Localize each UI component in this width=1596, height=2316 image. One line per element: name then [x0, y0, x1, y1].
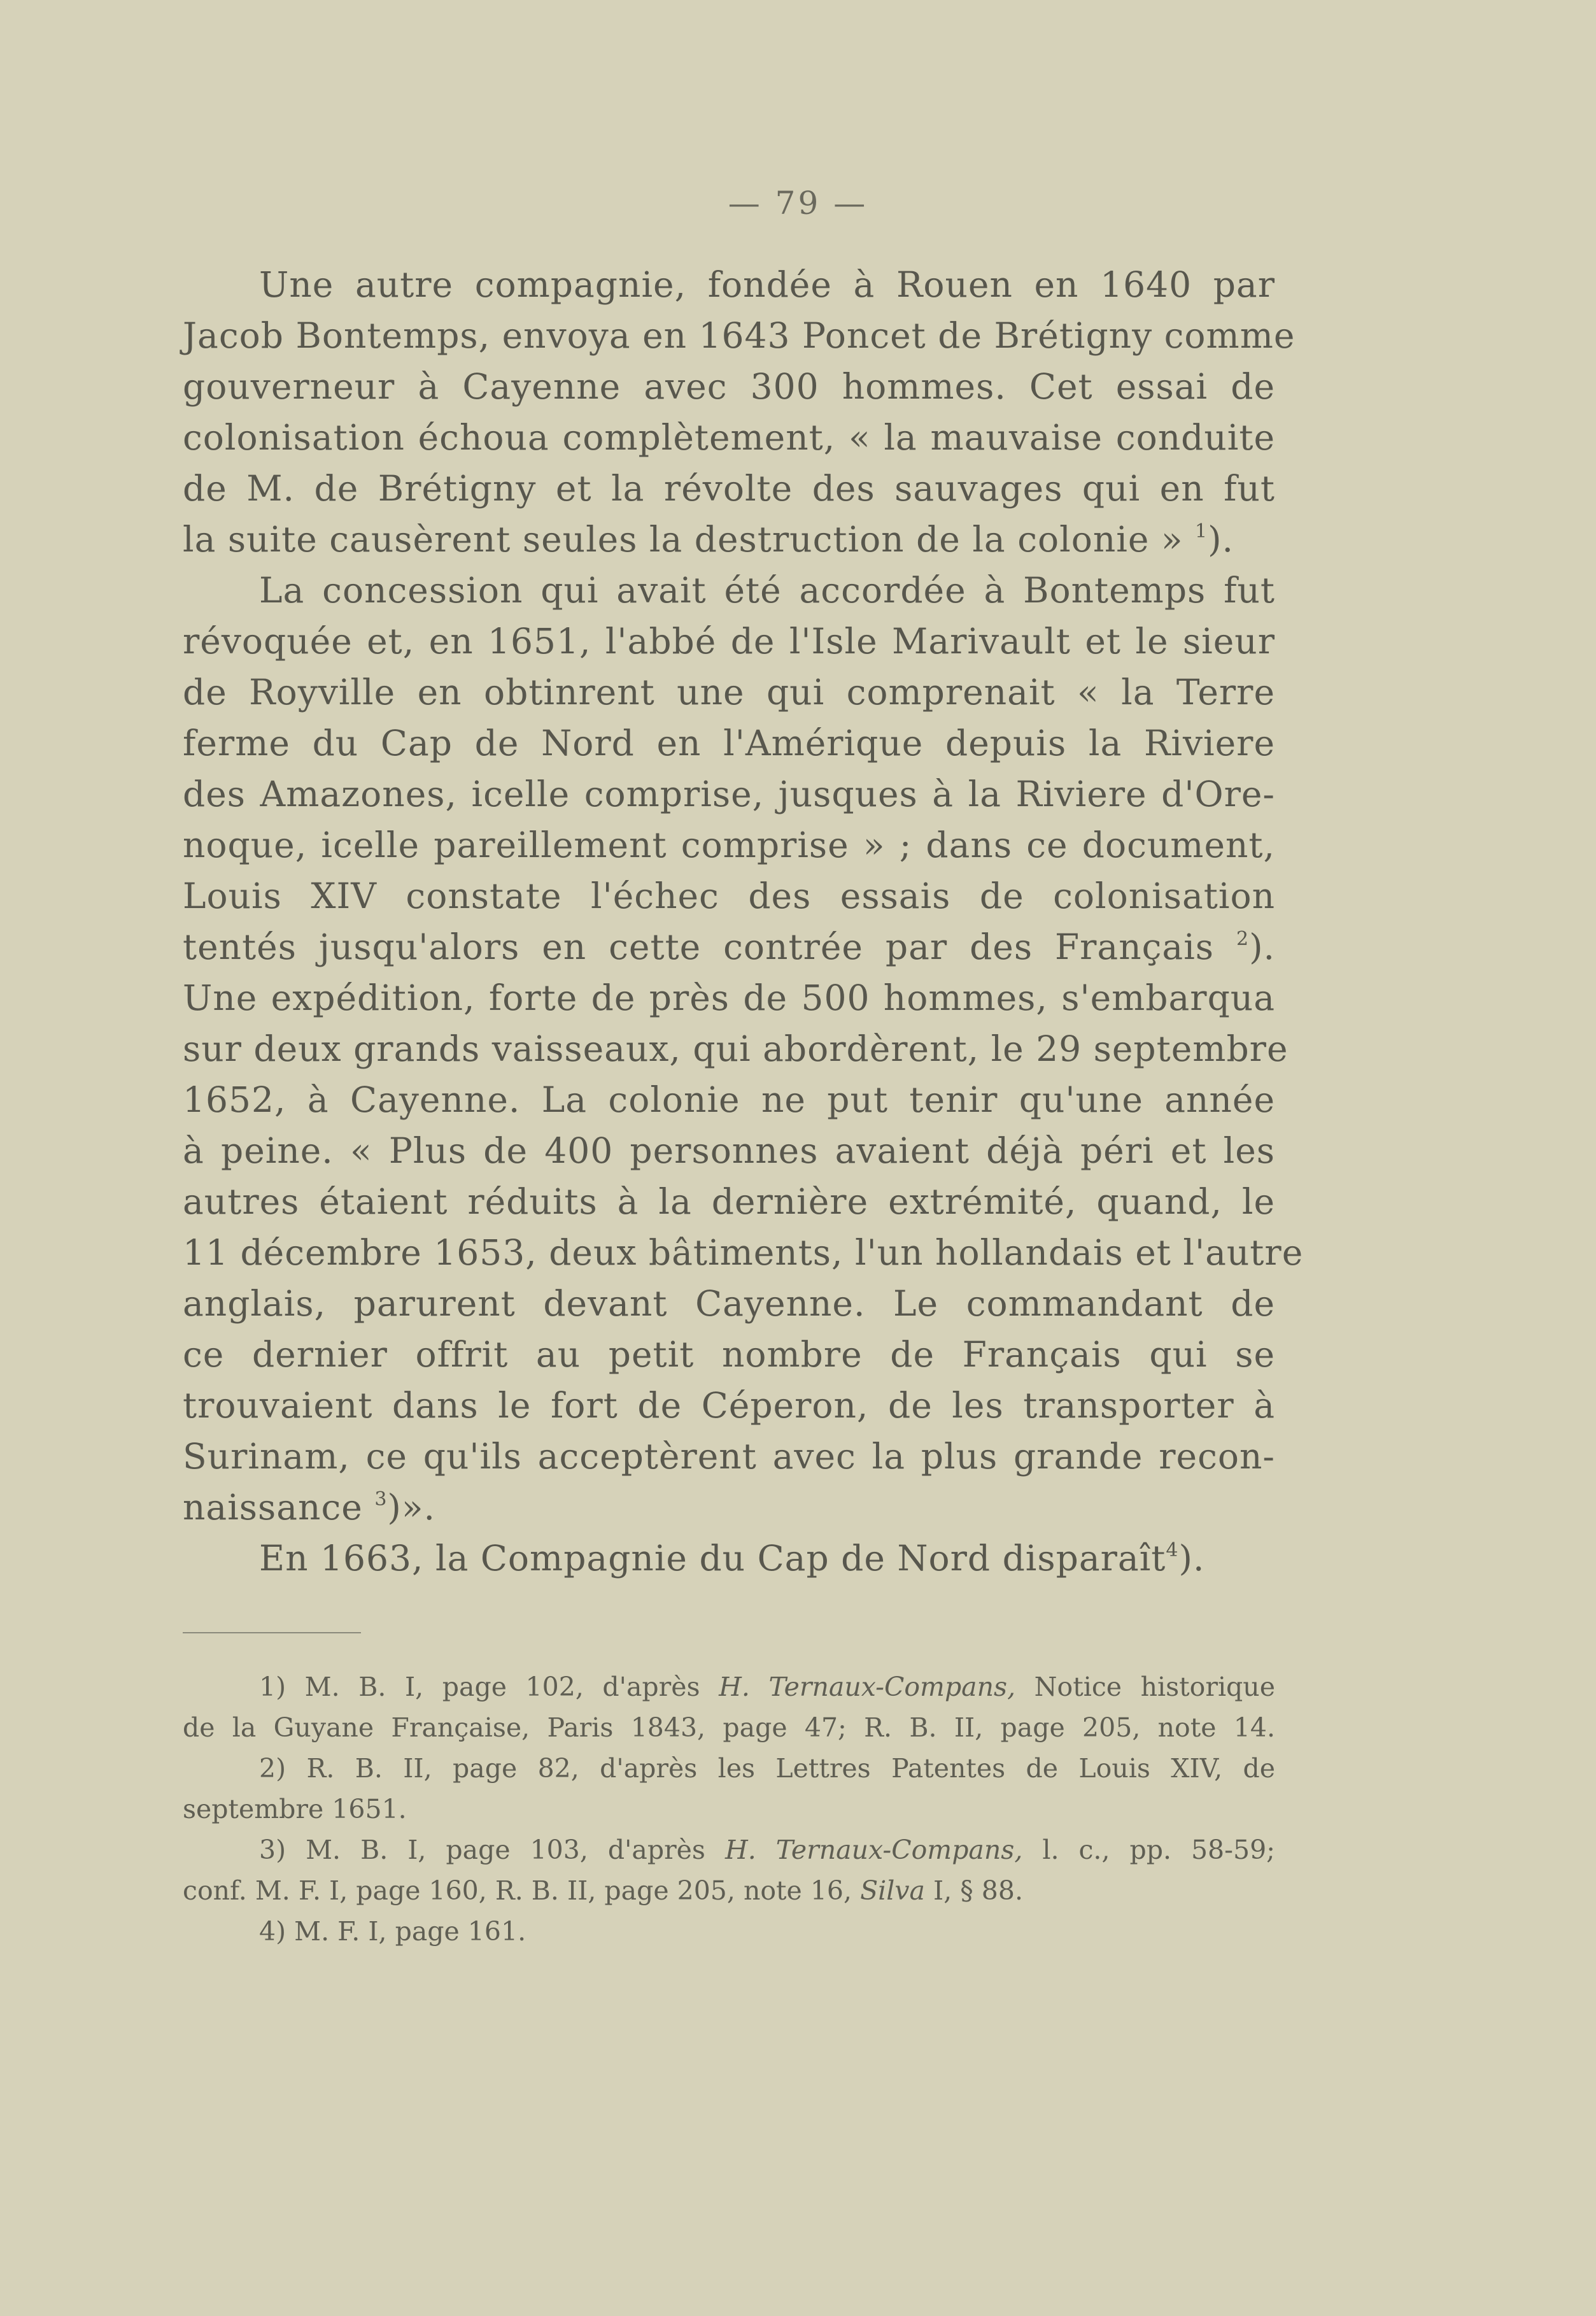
text-line: 11 décembre 1653, deux bâtiments, l'un hollandais et l'autre: [183, 1232, 1304, 1273]
ref-close: ).: [1178, 1538, 1205, 1579]
text-line: ce dernier offrit au petit nombre de Français qui se: [183, 1334, 1275, 1375]
text-line: trouvaient dans le fort de Céperon, de les transporter à: [183, 1385, 1275, 1426]
footnote-line: de la Guyane Française, Paris 1843, page 47; R. B. II, page 205, note 14.: [183, 1712, 1275, 1743]
text-line: ferme du Cap de Nord en l'Amérique depuis la Riviere: [183, 723, 1275, 764]
ref-close: )».: [387, 1487, 435, 1528]
text-line: [183, 1533, 1275, 1584]
footnote-text: I, § 88.: [924, 1875, 1024, 1906]
footnote-line: [183, 1829, 1275, 1870]
footnote-divider: [183, 1632, 361, 1633]
footnote-line: [183, 1748, 1275, 1789]
footnote-marker: 2): [259, 1753, 286, 1784]
text-line: La concession qui avait été accordée à Bontemps fut: [259, 570, 1275, 611]
footnote-line: [183, 1911, 1275, 1952]
text-line: révoquée et, en 1651, l'abbé de l'Isle Marivault et le sieur: [183, 621, 1275, 662]
text-line: Une autre compagnie, fondée à Rouen en 1640 par: [259, 264, 1275, 305]
text-line: autres étaient réduits à la dernière extrémité, quand, le: [183, 1181, 1275, 1222]
footnote-text: l. c., pp. 58-59;: [1022, 1835, 1275, 1865]
text-line: Surinam, ce qu'ils acceptèrent avec la plus grande recon-: [183, 1436, 1275, 1477]
footnote-marker: 4): [259, 1916, 286, 1947]
footnote-line: septembre 1651.: [183, 1794, 407, 1824]
text-line: [183, 1482, 1275, 1533]
text-fragment: la suite causèrent seules la destruction de la colonie »: [183, 519, 1183, 560]
text-line: gouverneur à Cayenne avec 300 hommes. Cet essai de: [183, 366, 1275, 407]
footnote-text: R. B. II, page 82, d'après les Lettres Patentes de Louis XIV, de: [306, 1753, 1275, 1784]
footnote-ref: 3: [374, 1488, 388, 1510]
author-name: H. Ternaux-Compans,: [719, 1672, 1016, 1702]
footnote-ref: 4: [1166, 1539, 1179, 1561]
text-line: noque, icelle pareillement comprise » ; dans ce document,: [183, 825, 1275, 865]
footnote-text: M. B. I, page 102, d'après: [304, 1672, 719, 1702]
footnotes: [183, 1666, 1275, 1952]
footnote-ref: 1: [1195, 520, 1208, 543]
footnote-marker: 1): [259, 1672, 286, 1702]
text-fragment: naissance: [183, 1487, 363, 1528]
footnote-line: [183, 1870, 1275, 1911]
footnote-text: M. B. I, page 103, d'après: [306, 1835, 725, 1865]
author-name: H. Ternaux-Compans,: [724, 1835, 1023, 1865]
footnote-text: conf. M. F. I, page 160, R. B. II, page 205, note 16,: [183, 1875, 861, 1906]
text-line: de M. de Brétigny et la révolte des sauvages qui en fut: [183, 468, 1275, 509]
text-line: Une expédition, forte de près de 500 hommes, s'embarqua: [183, 977, 1275, 1018]
footnote-text: M. F. I, page 161.: [294, 1916, 526, 1947]
page-number: — 79 —: [728, 185, 868, 222]
text-line: Jacob Bontemps, envoya en 1643 Poncet de Brétigny comme: [183, 315, 1296, 356]
text-line: colonisation échoua complètement, « la mauvaise conduite: [183, 417, 1275, 458]
main-text: [183, 259, 1304, 1584]
footnote-ref: 2: [1236, 928, 1250, 950]
text-line: anglais, parurent devant Cayenne. Le commandant de: [183, 1283, 1275, 1324]
text-line: des Amazones, icelle comprise, jusques à la Riviere d'Ore-: [183, 774, 1275, 814]
text-line: [183, 921, 1275, 972]
text-line: sur deux grands vaisseaux, qui abordèrent, le 29 septembre: [183, 1028, 1289, 1069]
author-name: Silva: [860, 1875, 925, 1906]
ref-close: ).: [1208, 519, 1234, 560]
text-fragment: tentés jusqu'alors en cette contrée par des Français: [183, 927, 1215, 967]
text-line: Louis XIV constate l'échec des essais de colonisation: [183, 876, 1275, 916]
text-line: à peine. « Plus de 400 personnes avaient déjà péri et les: [183, 1130, 1275, 1171]
text-fragment: En 1663, la Compagnie du Cap de Nord disparaît: [259, 1538, 1166, 1579]
text-line: de Royville en obtinrent une qui comprenait « la Terre: [183, 672, 1275, 713]
text-line: 1652, à Cayenne. La colonie ne put tenir qu'une année: [183, 1079, 1275, 1120]
footnote-line: [183, 1666, 1275, 1707]
text-line: [183, 514, 1275, 565]
footnote-marker: 3): [259, 1835, 286, 1865]
footnote-text: Notice historique: [1015, 1672, 1275, 1702]
ref-close: ).: [1249, 927, 1276, 967]
